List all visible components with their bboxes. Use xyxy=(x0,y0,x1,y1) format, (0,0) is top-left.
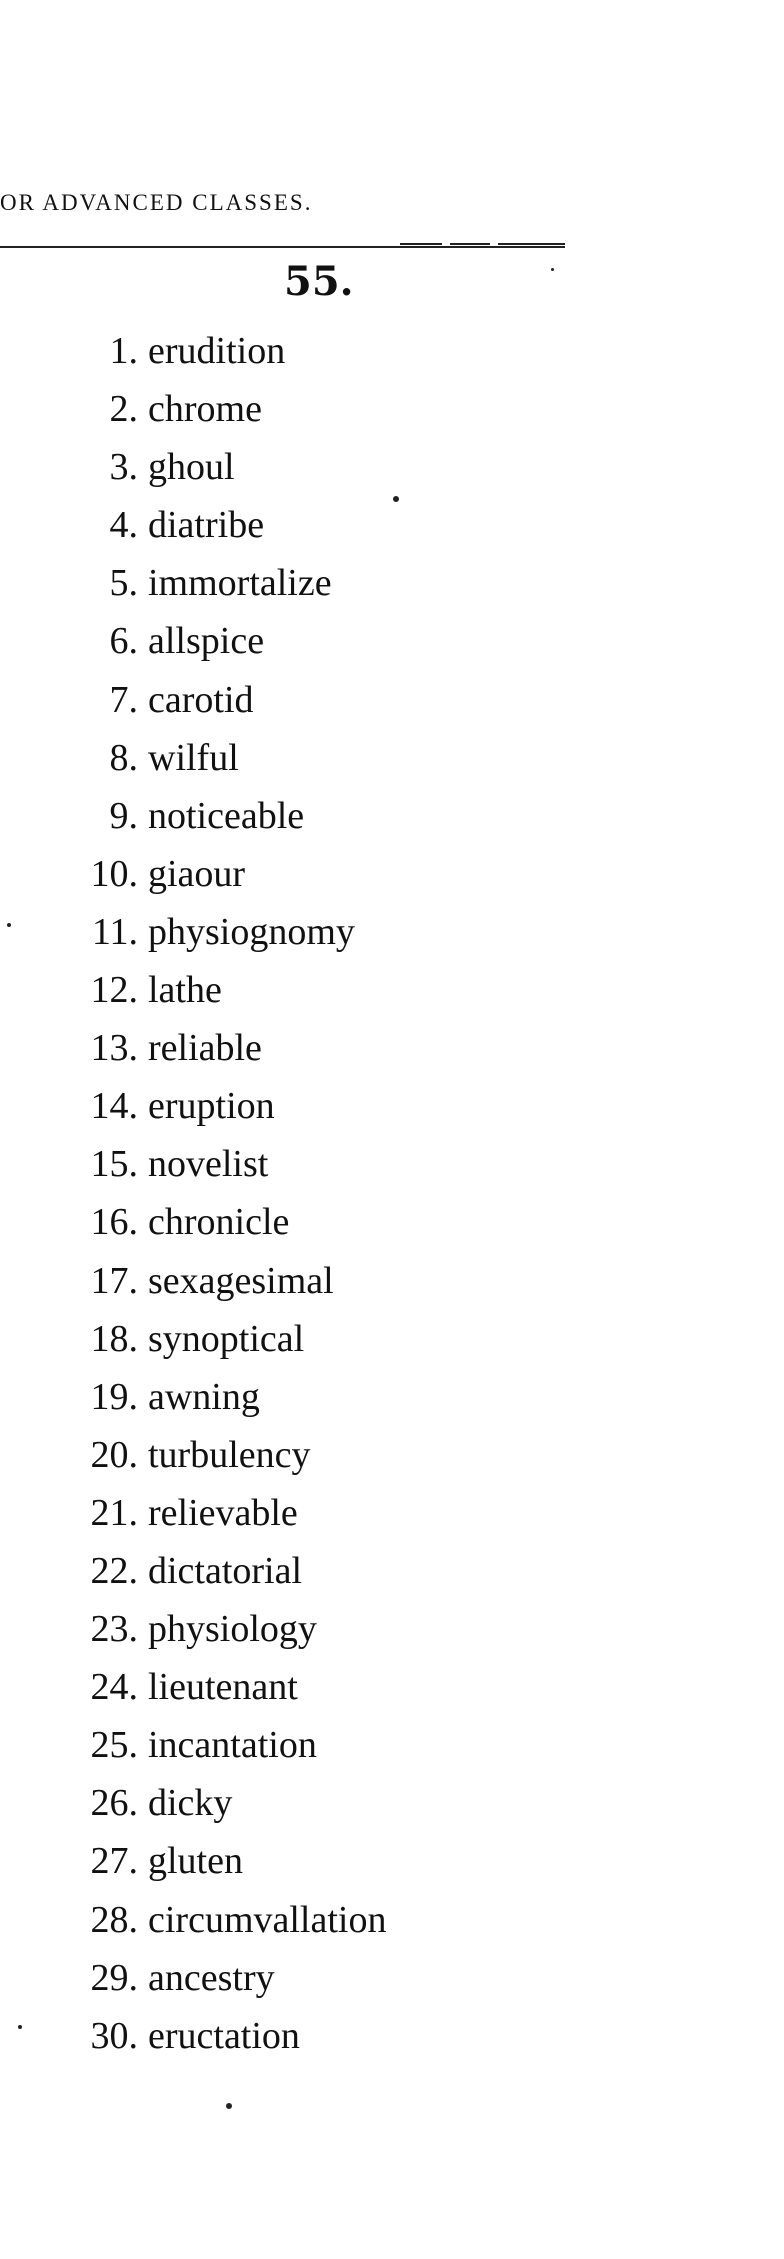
word-number: 9. xyxy=(109,794,138,837)
word-list-item xyxy=(0,1891,386,1949)
word-text: ghoul xyxy=(148,446,235,489)
word-list-item xyxy=(0,1368,386,1426)
word-number: 13. xyxy=(90,1027,138,1070)
word-text: synoptical xyxy=(148,1317,305,1360)
word-number: 2. xyxy=(109,388,138,431)
word-list-item xyxy=(0,1310,386,1368)
word-number: 8. xyxy=(109,736,138,779)
word-list-item xyxy=(0,1252,386,1310)
word-text: carotid xyxy=(148,678,254,721)
word-number: 29. xyxy=(90,1956,138,1999)
header-rule-segment xyxy=(450,243,490,245)
word-number: 7. xyxy=(109,678,138,721)
word-list-item xyxy=(0,1193,386,1251)
word-list-item xyxy=(0,380,386,438)
word-number: 22. xyxy=(90,1549,138,1592)
spelling-word-list xyxy=(0,322,386,2065)
word-number: 28. xyxy=(90,1898,138,1941)
word-number: 25. xyxy=(90,1724,138,1767)
lesson-number: 55. xyxy=(284,258,354,305)
word-list-item xyxy=(0,1832,386,1890)
word-list-item xyxy=(0,322,386,380)
word-text: relievable xyxy=(148,1491,298,1534)
word-list-item xyxy=(0,612,386,670)
word-list-item xyxy=(0,1019,386,1077)
word-number: 1. xyxy=(109,330,138,372)
word-list-item xyxy=(0,496,386,554)
word-text: immortalize xyxy=(148,562,332,605)
word-list-item xyxy=(0,1600,386,1658)
word-list-item xyxy=(0,787,386,845)
word-number: 3. xyxy=(109,446,138,489)
word-number: 30. xyxy=(90,2014,138,2057)
word-text: giaour xyxy=(148,852,246,895)
word-list-item xyxy=(0,1484,386,1542)
word-text: noticeable xyxy=(148,794,305,837)
word-number: 16. xyxy=(90,1201,138,1244)
print-speck xyxy=(226,2103,232,2109)
word-text: chronicle xyxy=(148,1201,290,1244)
print-speck xyxy=(18,2025,22,2029)
word-list-item xyxy=(0,1774,386,1832)
word-number: 21. xyxy=(90,1491,138,1534)
word-list-item xyxy=(0,961,386,1019)
word-text: physiology xyxy=(148,1608,317,1651)
word-number: 6. xyxy=(109,620,138,663)
word-number: 11. xyxy=(91,910,138,953)
print-speck xyxy=(551,268,554,271)
word-number: 14. xyxy=(90,1085,138,1128)
word-text: eruption xyxy=(148,1085,275,1128)
word-list-item xyxy=(0,554,386,612)
word-text: awning xyxy=(148,1375,260,1418)
word-text: physiognomy xyxy=(148,910,355,953)
word-list-item xyxy=(0,729,386,787)
word-number: 24. xyxy=(90,1666,138,1709)
word-list-item xyxy=(0,1542,386,1600)
word-list-item xyxy=(0,903,386,961)
word-text: lieutenant xyxy=(148,1666,298,1709)
header-rule xyxy=(0,246,565,248)
word-list-item xyxy=(0,1426,386,1484)
word-number: 18. xyxy=(90,1317,138,1360)
word-text: allspice xyxy=(148,620,265,663)
header-rule-segment xyxy=(400,243,442,245)
word-list-item xyxy=(0,1077,386,1135)
word-text: lathe xyxy=(148,969,222,1012)
word-list-item xyxy=(0,1716,386,1774)
word-number: 4. xyxy=(109,504,138,547)
word-number: 26. xyxy=(90,1782,138,1825)
word-text: gluten xyxy=(148,1840,243,1883)
word-number: 19. xyxy=(90,1375,138,1418)
word-number: 17. xyxy=(90,1259,138,1302)
word-number: 27. xyxy=(90,1840,138,1883)
word-list-item xyxy=(0,671,386,729)
print-speck xyxy=(393,496,399,502)
word-text: eructation xyxy=(148,2014,300,2057)
header-rule-segment xyxy=(498,243,565,245)
word-list-item xyxy=(0,845,386,903)
word-number: 12. xyxy=(90,969,138,1012)
word-list-item xyxy=(0,1949,386,2007)
word-text: wilful xyxy=(148,736,239,779)
print-speck xyxy=(7,923,11,927)
word-number: 5. xyxy=(109,562,138,605)
word-number: 20. xyxy=(90,1433,138,1476)
word-text: chrome xyxy=(148,388,262,431)
word-number: 23. xyxy=(90,1608,138,1651)
word-text: erudition xyxy=(148,330,286,372)
word-text: ancestry xyxy=(148,1956,275,1999)
word-text: novelist xyxy=(148,1143,269,1186)
word-number: 15. xyxy=(90,1143,138,1186)
word-list-item xyxy=(0,2007,386,2065)
word-text: circumvallation xyxy=(148,1898,387,1941)
word-text: diatribe xyxy=(148,504,265,547)
running-head: OR ADVANCED CLASSES. xyxy=(0,190,313,215)
word-text: turbulency xyxy=(148,1433,311,1476)
word-text: reliable xyxy=(148,1027,262,1070)
word-text: incantation xyxy=(148,1724,317,1767)
word-text: dicky xyxy=(148,1782,233,1825)
word-text: sexagesimal xyxy=(148,1259,334,1302)
word-list-item xyxy=(0,1135,386,1193)
word-number: 10. xyxy=(90,852,138,895)
word-list-item xyxy=(0,1658,386,1716)
word-text: dictatorial xyxy=(148,1549,303,1592)
word-list-item xyxy=(0,438,386,496)
